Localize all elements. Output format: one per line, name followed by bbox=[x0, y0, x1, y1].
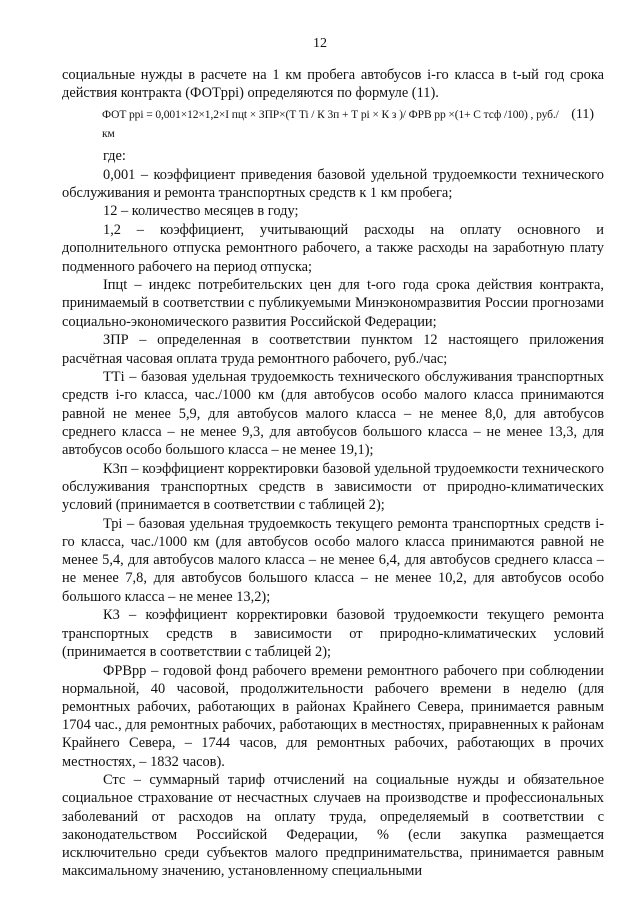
intro-paragraph: социальные нужды в расчете на 1 км пробега автобусов i-го класса в t-ый год срока действия контракта (ФОТppi) определяются по формуле (11). bbox=[62, 67, 604, 102]
definition-zpr: ЗПР – определенная в соответствии пунктом 12 настоящего приложения расчётная часовая оплата труда ремонтного рабочего, руб./час; bbox=[62, 332, 604, 367]
where-label: где: bbox=[103, 147, 126, 164]
definition-tpi: Трi – базовая удельная трудоемкость текущего ремонта транспортных средств i-го класса, час./1000 км (для автобусов особо малого класса принимаются равной не менее 5,4, для автобусов малого класса – не менее 6,4, для автобусов среднего класса – не менее 7,8, для автобусов большого класса – не менее 10,2, для автобусов особо большого класса – не менее 13,2); bbox=[62, 515, 604, 605]
definition-k3: К3 – коэффициент корректировки базовой трудоемкости текущего ремонта транспортных средств в зависимости от природно-климатических условий (принимается в соответствии с таблицей 2); bbox=[62, 607, 604, 660]
page-number: 12 bbox=[313, 36, 327, 51]
formula-11 bbox=[102, 106, 604, 142]
document-body bbox=[62, 66, 604, 881]
definition-12: 12 – количество месяцев в году; bbox=[103, 203, 299, 220]
definition-tti: ТТi – базовая удельная трудоемкость технического обслуживания транспортных средств i-го класса, час./1000 км (для автобусов особо малого класса принимаются равной не менее 5,9, для автобусов малого класса – не менее 8,0, для автобусов среднего класса – не менее 9,3, для автобусов большого класса – не менее 13,3, для автобусов особо большого класса – не менее 19,1); bbox=[62, 369, 604, 459]
definition-1-2: 1,2 – коэффициент, учитывающий расходы на оплату основного и дополнительного отпуска ремонтного рабочего, а также расходы на заработную плату подменного рабочего на период отпуска; bbox=[62, 222, 604, 275]
formula-number: (11) bbox=[571, 107, 594, 123]
definition-stc: Стс – суммарный тариф отчислений на социальные нужды и обязательное социальное страхование от несчастных случаев на производстве и профессиональных заболеваний от расходов на оплату труда, определяемый в соответствии с законодательством Российской Федерации, % (если закупка размещается исключительно среди субъектов малого предпринимательства, принимается равным максимальному значению, установленному специальными bbox=[62, 772, 604, 880]
definition-0001: 0,001 – коэффициент приведения базовой удельной трудоемкости технического обслуживания и ремонта транспортных средств к 1 км пробега; bbox=[62, 166, 604, 201]
formula-expression: ФОТ ppi = 0,001×12×1,2×I пцt × ЗПР×(Т Ti / К 3п + Т pi × К з )/ ФРВ pp ×(1+ С тсф /100) , руб./км bbox=[102, 109, 559, 140]
definition-frv: ФРВрр – годовой фонд рабочего времени ремонтного рабочего при соблюдении нормальной, 40 часовой, продолжительности рабочего времени в неделю (для ремонтных рабочих, работающих в районах Крайнего Севера, принимается равным 1704 час., для ремонтных рабочих, работающих в местностях, приравненных к районам Крайнего Севера, – 1744 часов, для ремонтных рабочих, работающих в прочих местностях, – 1832 часов). bbox=[62, 662, 604, 770]
definition-k3p: К3п – коэффициент корректировки базовой удельной трудоемкости технического обслуживания транспортных средств в зависимости от природно-климатических условий (принимается в соответствии с таблицей 2); bbox=[62, 460, 604, 514]
definition-ipc: Iпцt – индекс потребительских цен для t-ого года срока действия контракта, принимаемый в соответствии с публикуемыми Минэкономразвития России прогнозами социально-экономического развития Российской Федерации; bbox=[62, 277, 604, 330]
